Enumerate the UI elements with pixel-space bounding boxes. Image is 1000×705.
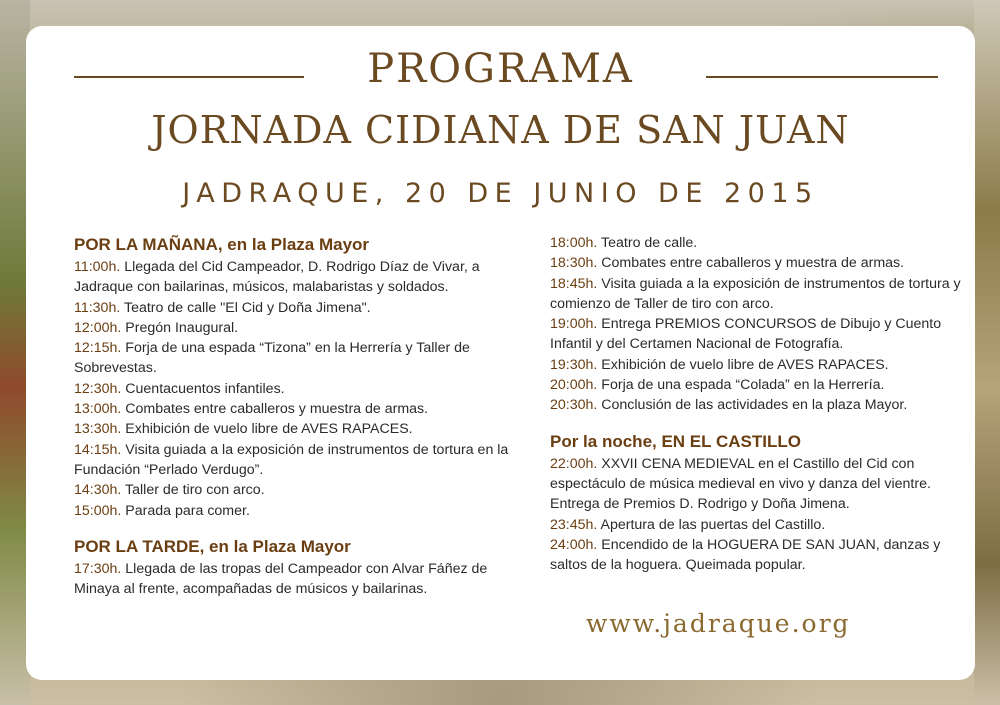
item-text: Apertura de las puertas del Castillo. xyxy=(597,516,826,533)
item-text: XXVII CENA MEDIEVAL en el Castillo del Cid con espectáculo de música medieval en vivo y danza del vientre. Entrega de Premios D. Rodrigo y Doña Jimena. xyxy=(550,455,931,513)
item-text: Combates entre caballeros y muestra de armas. xyxy=(121,401,429,418)
schedule-item xyxy=(550,395,970,415)
page-title: PROGRAMA xyxy=(367,46,634,92)
item-time: 19:30h. xyxy=(550,356,598,373)
program-card xyxy=(26,26,975,680)
item-text: Visita guiada a la exposición de instrumentos de tortura en la Fundación “Perlado Verdugo”. xyxy=(74,441,509,478)
item-time: 13:30h. xyxy=(74,421,122,438)
item-text: Forja de una espada “Colada” en la Herrería. xyxy=(597,377,885,394)
item-text: Exhibición de vuelo libre de AVES RAPACES. xyxy=(597,356,889,373)
item-time: 23:45h. xyxy=(550,516,598,533)
section-title-morning: POR LA MAÑANA, en la Plaza Mayor xyxy=(74,235,370,254)
item-text: Pregón Inaugural. xyxy=(121,319,239,336)
schedule-item xyxy=(74,318,514,338)
item-time: 19:00h. xyxy=(550,316,598,333)
item-time: 14:15h. xyxy=(74,441,122,458)
item-text: Entrega PREMIOS CONCURSOS de Dibujo y Cuento Infantil y del Certamen Nacional de Fotografía. xyxy=(550,316,942,353)
schedule-item xyxy=(550,515,970,535)
item-time: 17:30h. xyxy=(74,560,122,577)
item-time: 20:30h. xyxy=(550,397,598,414)
schedule-item xyxy=(74,440,514,481)
item-time: 22:00h. xyxy=(550,455,598,472)
item-time: 11:00h. xyxy=(74,259,121,275)
schedule-item xyxy=(550,375,970,395)
schedule-item xyxy=(550,233,970,253)
schedule-item xyxy=(550,274,970,315)
event-name: JORNADA CIDIANA DE SAN JUAN xyxy=(151,108,850,152)
schedule-item xyxy=(550,454,970,515)
schedule-item xyxy=(550,253,970,273)
schedule-item xyxy=(550,535,970,576)
schedule-item xyxy=(550,314,970,355)
item-time: 24:00h. xyxy=(550,536,598,553)
left-column xyxy=(74,233,514,599)
background-landscape-right xyxy=(974,0,1000,705)
item-time: 18:00h. xyxy=(550,235,598,251)
item-text: Llegada de las tropas del Campeador con Alvar Fáñez de Minaya al frente, acompañadas de músicos y bailarinas. xyxy=(74,560,488,598)
item-time: 12:00h. xyxy=(74,319,122,336)
schedule-item xyxy=(74,419,514,439)
schedule-item xyxy=(550,355,970,375)
section-spacer xyxy=(550,416,970,430)
item-time: 20:00h. xyxy=(550,377,598,394)
schedule-item xyxy=(74,257,514,298)
item-time: 12:15h. xyxy=(74,340,122,357)
item-text: Exhibición de vuelo libre de AVES RAPACES. xyxy=(121,421,413,438)
section-title-night: Por la noche, EN EL CASTILLO xyxy=(550,431,801,451)
item-text: Encendido de la HOGUERA DE SAN JUAN, danzas y saltos de la hoguera. Queimada popular. xyxy=(550,536,941,574)
right-column xyxy=(550,233,970,575)
item-time: 18:45h. xyxy=(550,275,598,292)
item-text: Forja de una espada “Tizona” en la Herrería y Taller de Sobrevestas. xyxy=(74,340,470,377)
schedule-item xyxy=(74,338,514,379)
item-text: Teatro de calle. xyxy=(597,235,698,251)
item-text: Conclusión de las actividades en la plaza Mayor. xyxy=(597,397,908,414)
item-text: Teatro de calle "El Cid y Doña Jimena". xyxy=(120,299,371,316)
item-time: 11:30h. xyxy=(74,299,121,316)
item-text: Llegada del Cid Campeador, D. Rodrigo Díaz de Vivar, a Jadraque con bailarinas, músicos, malabaristas y soldados. xyxy=(74,259,480,296)
item-time: 14:30h. xyxy=(74,482,122,499)
item-text: Parada para comer. xyxy=(121,502,250,519)
schedule-item xyxy=(74,379,514,399)
schedule-item xyxy=(74,480,514,500)
website-link[interactable]: www.jadraque.org xyxy=(586,609,851,638)
item-text: Visita guiada a la exposición de instrumentos de tortura y comienzo de Taller de tiro con arco. xyxy=(550,275,961,312)
schedule-item xyxy=(74,399,514,419)
item-time: 15:00h. xyxy=(74,502,122,519)
schedule-item xyxy=(74,501,514,521)
item-text: Cuentacuentos infantiles. xyxy=(121,380,285,397)
item-time: 18:30h. xyxy=(550,255,598,272)
section-title-afternoon: POR LA TARDE, en la Plaza Mayor xyxy=(74,536,351,556)
item-time: 12:30h. xyxy=(74,380,122,397)
event-date: JADRAQUE, 20 DE JUNIO DE 2015 xyxy=(182,178,819,209)
schedule-item xyxy=(74,298,514,318)
section-spacer xyxy=(74,521,514,535)
item-text: Taller de tiro con arco. xyxy=(121,482,265,499)
schedule-item xyxy=(74,559,514,600)
item-text: Combates entre caballeros y muestra de armas. xyxy=(597,255,905,272)
item-time: 13:00h. xyxy=(74,401,122,418)
